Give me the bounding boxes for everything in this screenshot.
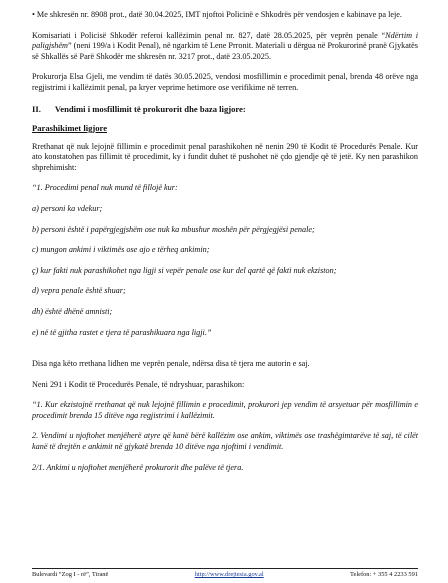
footer-website-link[interactable]: http://www.drejtesia.gov.al (194, 571, 264, 578)
paragraph-article-290: Rrethanat që nuk lejojnë fillimin e procedimit penal parashikohen në nenin 290 të Kodit të Procedurës Penale. Kur ato konstatohen pas fillimit të procedimit, ky i fundit duhet të pushohet në çdo gjendje që të jetë. Ky nen parashikon shprehimisht: (32, 141, 418, 172)
paragraph-circumstances: Disa nga këto rrethana lidhen me veprën penale, ndërsa disa të tjera me autorin e saj. (32, 359, 310, 369)
quote-item-dh: dh) është dhënë amnisti; (32, 306, 113, 316)
subsection-heading: Parashikimet ligjore (32, 122, 108, 133)
quote-item-d: d) vepra penale është shuar; (32, 286, 126, 296)
footer-address: Bulevardi “Zog I - rë”, Tiranë (32, 571, 109, 578)
quote-item-b: b) personi është i papërgjegjshëm ose nuk ka mbushur moshën për përgjegjësi penale; (32, 224, 315, 234)
paragraph-police-referral-c: ” (neni 199/a i Kodit Penal), në ngarkim të Lene Prronit. Materiali u dërgua në Prokurorinë pranë Gjykatës së Shkallës së Parë Shkodër me shkresën nr. 3217 prot., datë 23.05.2025. (32, 41, 418, 61)
paragraph-police-referral-a: Komisariati i Policisë Shkodër referoi kallëzimin penal nr. 827, datë 28.05.2025, për veprën penale “ (32, 30, 386, 40)
quote-item-e: e) në të gjitha rastet e tjera të parashikuara nga ligji.” (32, 327, 212, 337)
document-body (32, 10, 418, 473)
section-number: II. (32, 103, 41, 114)
article-291-point-2-1: 2/1. Ankimi u njoftohet menjëherë prokurorit dhe palëve të tjera. (32, 462, 244, 472)
quote-item-c-cedilla: ç) kur fakti nuk parashikohet nga ligji si vepër penale ose kur del qartë që fakti nuk ekziston; (32, 265, 337, 275)
footer-phone: Telefon: + 355 4 2233 591 (350, 571, 418, 578)
section-title: Vendimi i mosfillimit të prokurorit dhe baza ligjore: (54, 103, 246, 114)
article-291-point-2: 2. Vendimi u njoftohet menjëherë atyre që kanë bërë kallëzim ose ankim, viktimës ose trashëgimtarëve të saj, të cilët kanë të drejtën e ankimit në gjykatë brenda 10 ditëve nga njoftimi i vendimit. (32, 431, 418, 452)
quote-item-c: c) mungon ankimi i viktimës ose ajo e tërheq ankimin; (32, 245, 210, 255)
paragraph-prosecutor-decision: Prokurorja Elsa Gjeli, me vendim të datës 30.05.2025, vendosi mosfillimin e procedimit penal, brenda 48 orëve nga regjistrimi i kallëzimit penal, pa kryer veprime hetimore ose verifikime në terren. (32, 72, 418, 92)
paragraph-article-291: Neni 291 i Kodit të Procedurës Penale, të ndryshuar, parashikon: (32, 379, 245, 389)
quote-line-1: “1. Procedimi penal nuk mund të fillojë kur: (32, 183, 178, 193)
offence-name: Ndërtim i paligjshëm (32, 30, 418, 51)
article-290-quote (32, 183, 418, 338)
quote-item-a: a) personi ka vdekur; (32, 203, 103, 213)
section-heading (32, 104, 418, 115)
paragraph-police-referral (32, 31, 418, 63)
article-291-quote (32, 400, 418, 473)
page-footer (32, 568, 418, 582)
paragraph-imt-notice: • Me shkresën nr. 8908 prot., datë 30.04.2025, IMT njoftoi Policinë e Shkodrës për vendosjen e kabinave pa leje. (32, 10, 402, 19)
article-291-point-1: “1. Kur ekzistojnë rrethanat që nuk lejojnë fillimin e procedimit, prokurori jep vendim të arsyetuar për mosfillimin e procedimit brenda 15 ditëve nga regjistrimi i kallëzimit. (32, 400, 418, 420)
